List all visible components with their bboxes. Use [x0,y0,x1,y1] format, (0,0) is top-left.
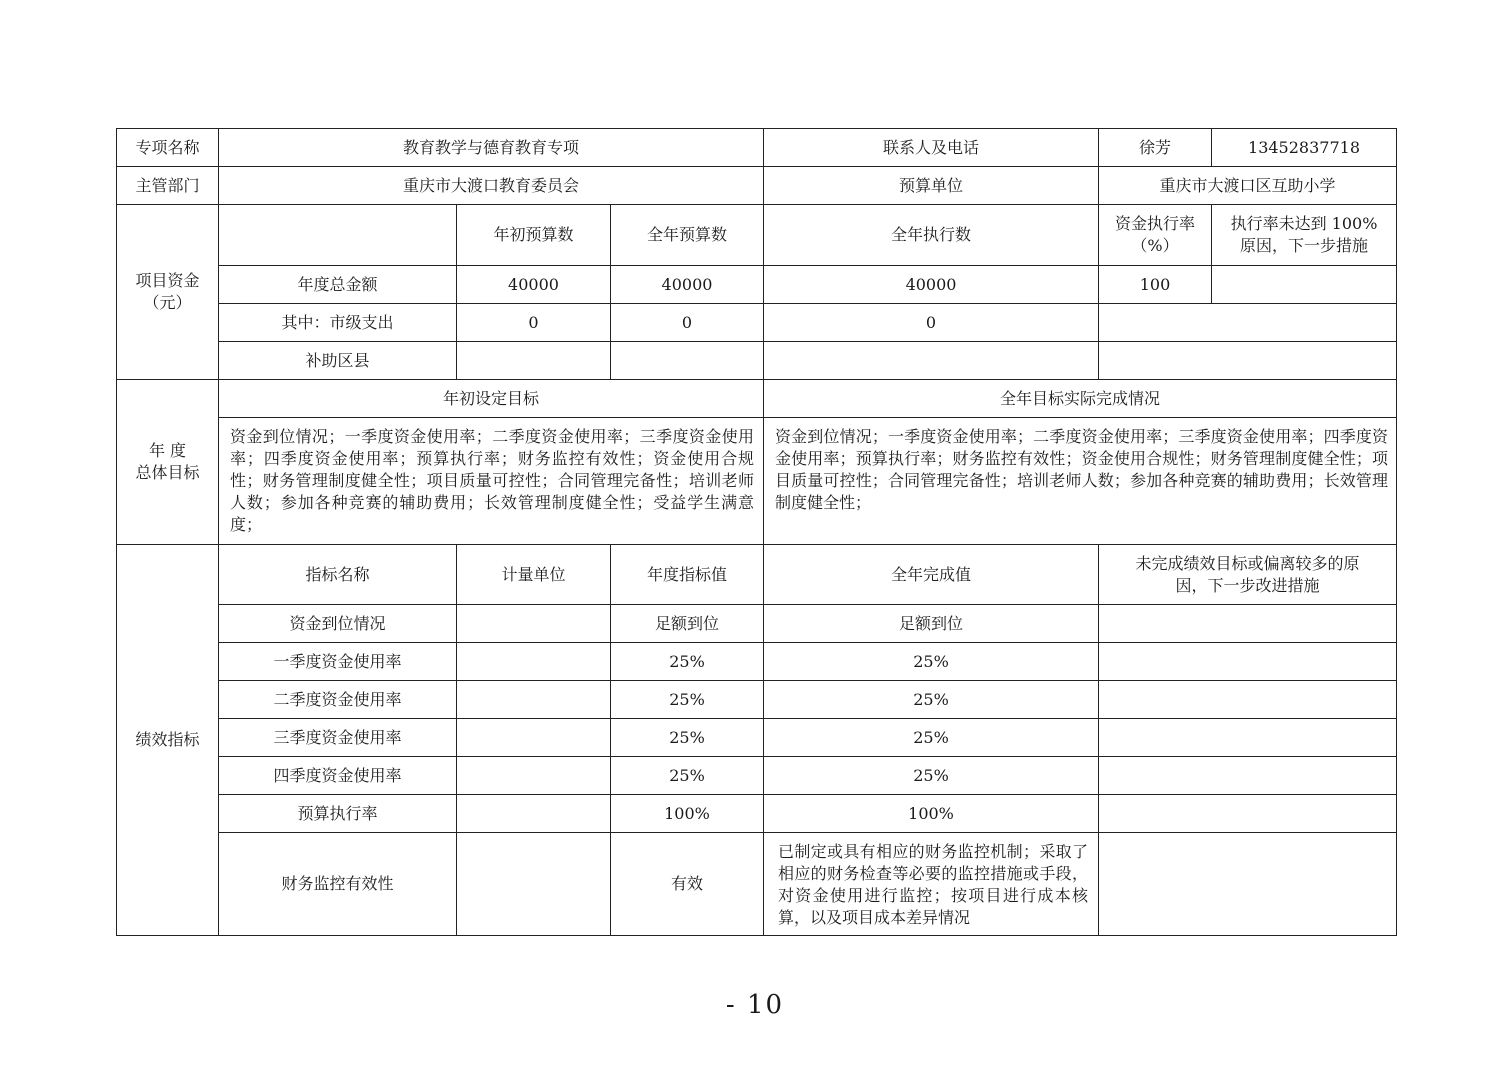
col-actual: 全年完成值 [764,545,1099,605]
funds-initial-value [457,342,611,380]
indicator-reason [1099,833,1397,936]
indicator-unit [457,757,611,795]
table-row [117,266,1397,304]
table-row [117,605,1397,643]
indicator-actual: 100% [764,795,1099,833]
indicator-actual: 足额到位 [764,605,1099,643]
indicator-unit [457,833,611,936]
indicator-actual: 已制定或具有相应的财务监控机制；采取了相应的财务检查等必要的监控措施或手段，对资金使用进行监控；按项目进行成本核算，以及项目成本差异情况 [764,833,1099,936]
funds-executed-value: 0 [764,304,1099,342]
funds-executed-value: 40000 [764,266,1099,304]
table-row [117,681,1397,719]
contact-name: 徐芳 [1099,129,1212,167]
funds-blank-cell [1099,304,1397,342]
table-row [117,643,1397,681]
indicator-name: 财务监控有效性 [219,833,457,936]
funds-initial-value: 40000 [457,266,611,304]
col-rate-reason: 执行率未达到 100% 原因，下一步措施 [1212,205,1397,266]
indicator-target: 25% [611,681,764,719]
indicator-name: 二季度资金使用率 [219,681,457,719]
funds-corner-cell [219,205,457,266]
table-row [117,342,1397,380]
table-row [117,205,1397,266]
dept-value: 重庆市大渡口教育委员会 [219,167,764,205]
col-executed: 全年执行数 [764,205,1099,266]
funds-row-label: 年度总金额 [219,266,457,304]
table-row [117,304,1397,342]
table-row [117,719,1397,757]
col-target: 年度指标值 [611,545,764,605]
col-deviation-reason: 未完成绩效目标或偏离较多的原 因，下一步改进措施 [1099,545,1397,605]
funds-annual-value [611,342,764,380]
indicator-name: 四季度资金使用率 [219,757,457,795]
indicator-unit [457,719,611,757]
indicator-target: 25% [611,643,764,681]
goals-actual-text: 资金到位情况；一季度资金使用率；二季度资金使用率；三季度资金使用率；四季度资金使用率；预算执行率；财务监控有效性；资金使用合规性；财务管理制度健全性；项目质量可控性；合同管理完备性；培训老师人数；参加各种竞赛的辅助费用；长效管理制度健全性； [764,418,1397,545]
indicator-unit [457,643,611,681]
indicator-unit [457,605,611,643]
indicator-reason [1099,719,1397,757]
funds-section-label: 项目资金 （元） [117,205,219,380]
col-unit: 计量单位 [457,545,611,605]
table-row [117,380,1397,418]
funds-row-label: 补助区县 [219,342,457,380]
indicator-reason [1099,757,1397,795]
page-number: - 10 [725,990,785,1020]
table-row [117,545,1397,605]
indicator-reason [1099,795,1397,833]
indicator-actual: 25% [764,719,1099,757]
indicator-actual: 25% [764,643,1099,681]
table-row [117,129,1397,167]
funds-executed-value [764,342,1099,380]
table-row [117,795,1397,833]
indicator-unit [457,681,611,719]
indicator-target: 25% [611,719,764,757]
contact-phone: 13452837718 [1212,129,1397,167]
indicator-name: 一季度资金使用率 [219,643,457,681]
goals-initial-text: 资金到位情况；一季度资金使用率；二季度资金使用率；三季度资金使用率；四季度资金使用率；预算执行率；财务监控有效性；资金使用合规性；财务管理制度健全性；项目质量可控性；合同管理完备性；培训老师人数；参加各种竞赛的辅助费用；长效管理制度健全性；受益学生满意度； [219,418,764,545]
funds-blank-cell [1099,342,1397,380]
indicator-target: 100% [611,795,764,833]
funds-annual-value: 40000 [611,266,764,304]
performance-section-label: 绩效指标 [117,545,219,936]
table-row [117,757,1397,795]
indicator-actual: 25% [764,757,1099,795]
performance-table [116,128,1397,936]
indicator-name: 资金到位情况 [219,605,457,643]
table-row [117,833,1397,936]
col-initial-budget: 年初预算数 [457,205,611,266]
indicator-target: 有效 [611,833,764,936]
contact-label: 联系人及电话 [764,129,1099,167]
indicator-actual: 25% [764,681,1099,719]
indicator-target: 25% [611,757,764,795]
funds-row-label: 其中：市级支出 [219,304,457,342]
indicator-name: 预算执行率 [219,795,457,833]
indicator-reason [1099,605,1397,643]
table-row [117,167,1397,205]
indicator-reason [1099,643,1397,681]
funds-reason-value [1212,266,1397,304]
table-row [117,418,1397,545]
col-annual-budget: 全年预算数 [611,205,764,266]
special-name-value: 教育教学与德育教育专项 [219,129,764,167]
budget-unit-value: 重庆市大渡口区互助小学 [1099,167,1397,205]
funds-initial-value: 0 [457,304,611,342]
dept-label: 主管部门 [117,167,219,205]
special-name-label: 专项名称 [117,129,219,167]
goals-section-label: 年 度 总体目标 [117,380,219,545]
col-exec-rate: 资金执行率 （%） [1099,205,1212,266]
funds-rate-value: 100 [1099,266,1212,304]
indicator-unit [457,795,611,833]
goals-initial-header: 年初设定目标 [219,380,764,418]
indicator-name: 三季度资金使用率 [219,719,457,757]
indicator-reason [1099,681,1397,719]
budget-unit-label: 预算单位 [764,167,1099,205]
col-indicator-name: 指标名称 [219,545,457,605]
funds-annual-value: 0 [611,304,764,342]
indicator-target: 足额到位 [611,605,764,643]
goals-actual-header: 全年目标实际完成情况 [764,380,1397,418]
